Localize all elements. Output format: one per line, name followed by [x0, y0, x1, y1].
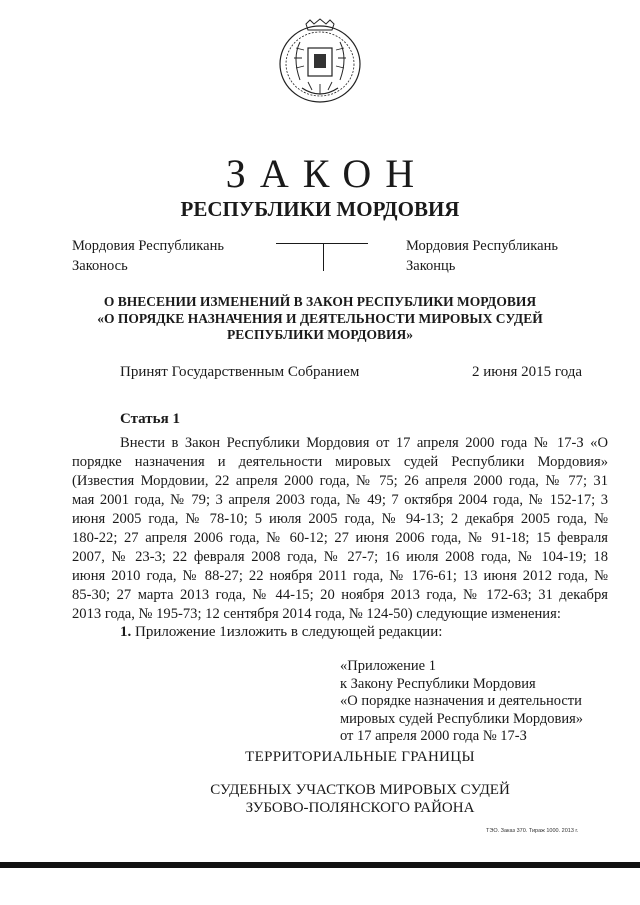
header-divider — [276, 243, 368, 244]
item-text: Приложение 1изложить в следующей редакции: — [131, 624, 443, 640]
heading-line: РЕСПУБЛИКИ МОРДОВИЯ» — [226, 327, 414, 342]
section-title: ТЕРРИТОРИАЛЬНЫЕ ГРАНИЦЫ — [245, 749, 475, 765]
body-line: мая 2001 года, № 79; 3 апреля 2003 года, № 49; 7 октября 2004 года, № 152-17; 3 — [72, 492, 608, 508]
article-title: Статья 1 — [120, 411, 180, 427]
adopted-by: Принят Государственным Собранием — [120, 364, 360, 380]
section-subtitle-line: СУДЕБНЫХ УЧАСТКОВ МИРОВЫХ СУДЕЙ — [210, 782, 510, 798]
scan-edge — [0, 862, 640, 868]
left-caption-line: Законось — [72, 258, 128, 274]
body-line: 2007, № 23-3; 22 февраля 2008 года, № 27-7; 16 июля 2008 года, № 104-19; 18 — [72, 549, 608, 565]
body-line: июня 2010 года, № 88-27; 22 ноября 2011 года, № 176-61; 13 июня 2012 года, № — [72, 568, 608, 584]
body-line: порядке назначения и деятельности мировых судей Республики Мордовия» — [72, 454, 608, 470]
left-caption-line: Мордовия Республикань — [72, 238, 224, 254]
left-caption — [72, 236, 224, 276]
print-mark: ТЭО. Заказ 370. Тираж 1000. 2013 г. — [486, 828, 579, 834]
header-divider-stem — [323, 243, 324, 271]
right-caption-line: Законць — [406, 258, 456, 274]
list-item — [120, 624, 442, 641]
body-line: (Известия Мордовии, 22 апреля 2000 года, № 75; 26 апреля 2000 года, № 77; 31 — [72, 473, 608, 489]
item-number: 1. — [120, 624, 132, 640]
coat-of-arms-icon — [274, 18, 366, 106]
section-subtitle — [0, 781, 640, 817]
body-line: 2013 года, № 195-73; 12 сентября 2014 года, № 124-50) следующие изменения: — [72, 606, 561, 622]
heading-line: О ВНЕСЕНИИ ИЗМЕНЕНИЙ В ЗАКОН РЕСПУБЛИКИ МОРДОВИЯ — [103, 294, 537, 309]
adopted-date: 2 июня 2015 года — [472, 364, 583, 380]
appendix-reference — [340, 658, 583, 746]
law-title: ЗАКОН — [225, 151, 429, 196]
law-heading — [90, 294, 550, 344]
appendix-line: «Приложение 1 — [340, 658, 436, 674]
appendix-line: мировых судей Республики Мордовия» — [340, 710, 584, 727]
section-subtitle-line: ЗУБОВО-ПОЛЯНСКОГО РАЙОНА — [245, 800, 475, 816]
appendix-line: к Закону Республики Мордовия — [340, 675, 536, 692]
law-subtitle: РЕСПУБЛИКИ МОРДОВИЯ — [180, 197, 460, 221]
body-line: Внести в Закон Республики Мордовия от 17 апреля 2000 года № 17-З «О — [120, 435, 608, 451]
body-line: 180-22; 27 апреля 2006 года, № 60-12; 27 июня 2006 года, № 91-18; 15 февраля — [72, 530, 608, 546]
heading-line: «О ПОРЯДКЕ НАЗНАЧЕНИЯ И ДЕЯТЕЛЬНОСТИ МИРОВЫХ СУДЕЙ — [97, 310, 543, 326]
article-body — [72, 434, 608, 624]
body-line: 85-30; 27 марта 2013 года, № 44-15; 20 ноября 2013 года, № 172-63; 31 декабря — [72, 587, 608, 603]
appendix-line: от 17 апреля 2000 года № 17-З — [340, 728, 527, 744]
right-caption — [406, 236, 558, 276]
appendix-line: «О порядке назначения и деятельности — [340, 693, 582, 709]
right-caption-line: Мордовия Республикань — [406, 238, 558, 254]
body-line: июня 2005 года, № 78-10; 5 июля 2005 года, № 94-13; 2 декабря 2005 года, № — [72, 511, 608, 527]
